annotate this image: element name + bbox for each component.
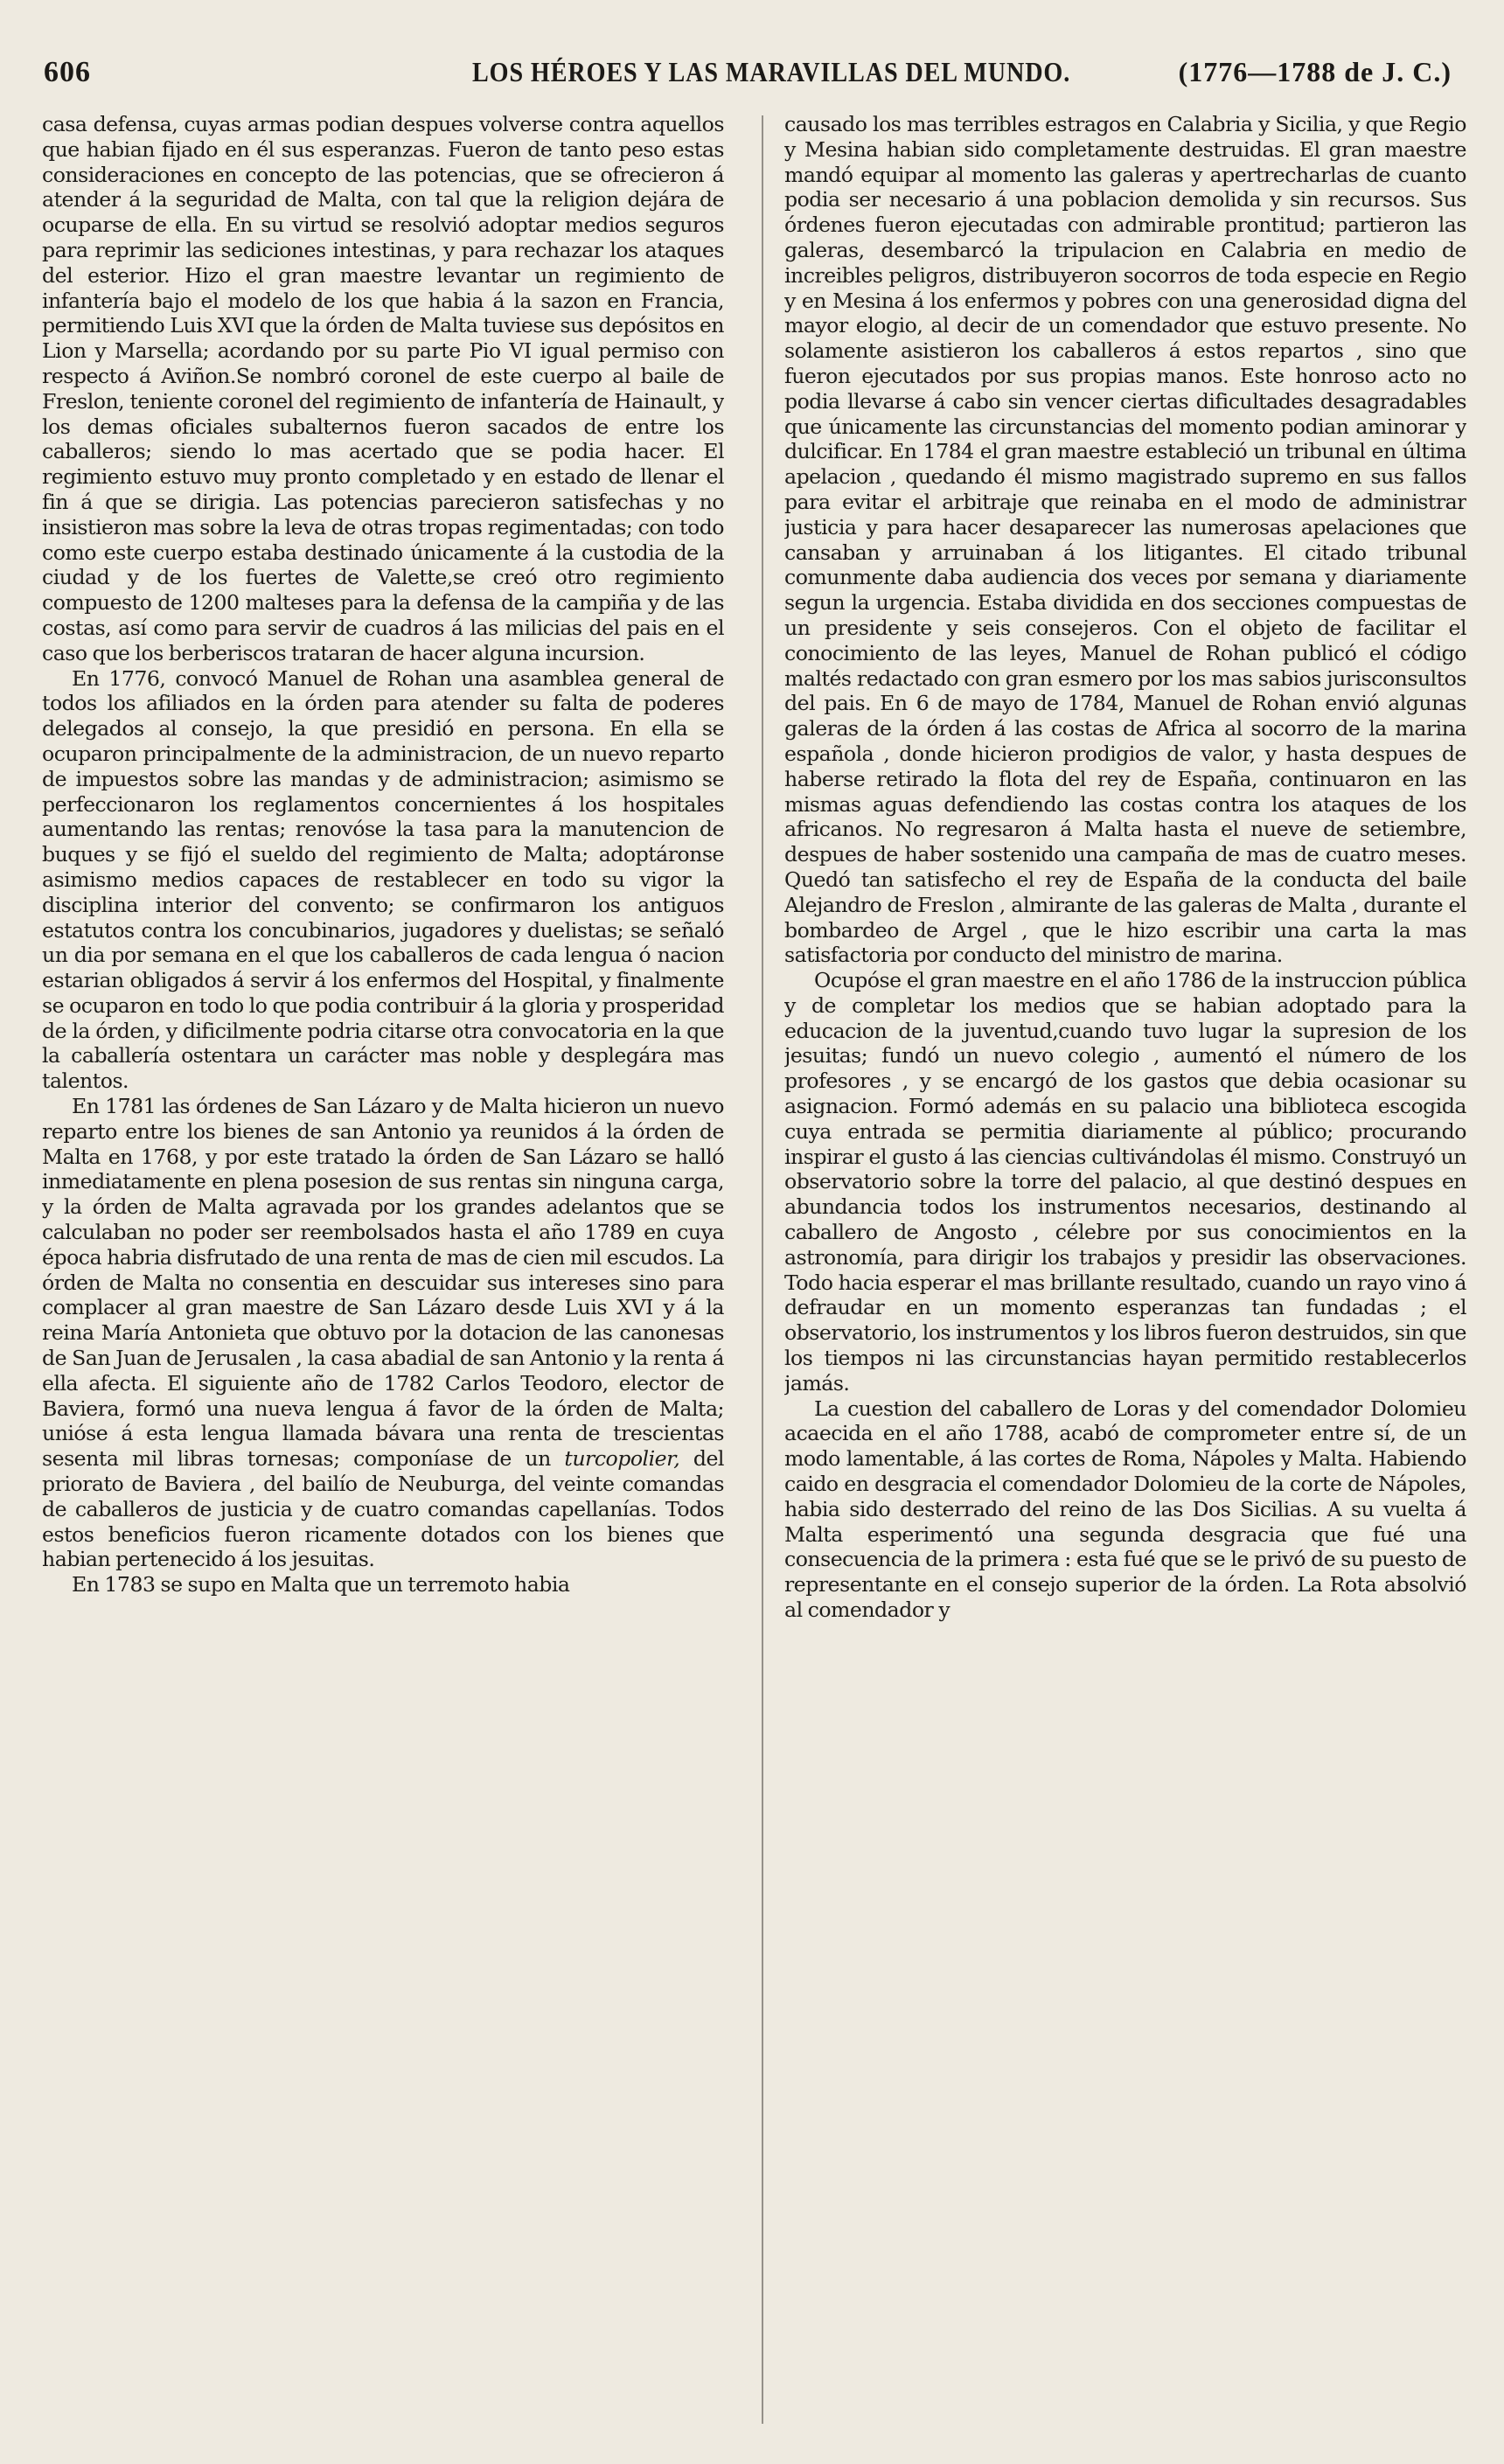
paragraph: casa defensa, cuyas armas podian despues volverse contra aquellos que habian fijado en él sus esperanzas. Fueron de tanto peso estas consideraciones en concepto de las potencias, que se ofrecieron á atender á la seguridad de Malta, con tal que la religion dejára de ocuparse de ella. En su virtud se resolvió adoptar medios seguros para reprimir las sediciones intestinas, y para rechazar los ataques del esterior. Hizo el gran maestre levantar un regimiento de infantería bajo el modelo de los que habia á la sazon en Francia, permitiendo Luis XVI que la órden de Malta tuviese sus depósitos en Lion y Marsella; acordando por su parte Pio VI igual permiso con respecto á Aviñon.Se nombró coronel de este cuerpo al baile de Freslon, teniente coronel del regimiento de infantería de Hainault, y los demas oficiales subalternos fueron sacados de entre los caballeros; siendo lo mas acertado que se podia hacer. El regimiento estuvo muy pronto completado y en estado de llenar el fin á que se dirigia. Las potencias parecieron satisfechas y no insistieron mas sobre la leva de otras tropas regimentadas; con todo como este cuerpo estaba destinado únicamente á la custodia de la ciudad y de los fuertes de Valette,se creó otro regimiento compuesto de 1200 malteses para la defensa de la campiña y de las costas, así como para servir de cuadros á las milicias del pais en el caso que los berberiscos trataran de hacer alguna incursion. <box>42 112 724 665</box>
italic-term: turcopolier, <box>564 1446 680 1472</box>
page-number: 606 <box>44 56 91 88</box>
page-header <box>44 56 1452 108</box>
paragraph: Ocupóse el gran maestre en el año 1786 de la instruccion pública y de completar los medios que se habian adoptado para la educacion de la juventud,cuando tuvo lugar la supresion de los jesuitas; fundó un nuevo colegio , aumentó el número de los profesores , y se encargó de los gastos que debia ocasionar su asignacion. Formó además en su palacio una biblioteca escogida cuya entrada se permitia diariamente al público; procurando inspirar el gusto á las ciencias cultivándolas él mismo. Construyó un observatorio sobre la torre del palacio, al que destinó despues en abundancia todos los instrumentos necesarios, destinando al caballero de Angosto , célebre por sus conocimientos en la astronomía, para dirigir los trabajos y presidir las observaciones. Todo hacia esperar el mas brillante resultado, cuando un rayo vino á defraudar en un momento esperanzas tan fundadas ; el observatorio, los instrumentos y los libros fueron destruidos, sin que los tiempos ni las circunstancias hayan permitido restablecerlos jamás. <box>784 968 1466 1396</box>
column-divider <box>762 115 763 2424</box>
date-range: (1776—1788 de J. C.) <box>1178 56 1452 87</box>
right-column <box>784 112 1466 2438</box>
paragraph: En 1776, convocó Manuel de Rohan una asamblea general de todos los afiliados en la órden para atender su falta de poderes delegados al consejo, la que presidió en persona. En ella se ocuparon principalmente de la administracion, de un nuevo reparto de impuestos sobre las mandas y de administracion; asimismo se perfeccionaron los reglamentos concernientes á los hospitales aumentando las rentas; renovóse la tasa para la manutencion de buques y se fijó el sueldo del regimiento de Malta; adoptáronse asimismo medios capaces de restablecer en todo su vigor la disciplina interior del convento; se confirmaron los antiguos estatutos contra los concubinarios, jugadores y duelistas; se señaló un dia por semana en el que los caballeros de cada lengua ó nacion estarian obligados á servir á los enfermos del Hospital, y finalmente se ocuparon en todo lo que podia contribuir á la gloria y prosperidad de la órden, y dificilmente podria citarse otra convocatoria en la que la caballería ostentara un carácter mas noble y desplegára mas talentos. <box>42 665 724 1094</box>
paragraph-text: En 1781 las órdenes de San Lázaro y de Malta hicieron un nuevo reparto entre los bienes de san Antonio ya reunidos á la órden de Malta en 1768, y por este tratado la órden de San Lázaro se halló inmediatamente en plena posesion de sus rentas sin ninguna carga, y la órden de Malta agravada por los grandes adelantos que se calculaban no poder ser reembolsados hasta el año 1789 en cuya época habria disfrutado de una renta de mas de cien mil escudos. La órden de Malta no consentia en descuidar sus intereses sino para complacer al gran maestre de San Lázaro desde Luis XVI y á la reina María Antonieta que obtuvo por la dotacion de las canonesas de San Juan de Jerusalen , la casa abadial de san Antonio y la renta á ella afecta. El siguiente año de 1782 Carlos Teodoro, elector de Baviera, formó una nueva lengua á favor de la órden de Malta; unióse á esta lengua llamada bávara una renta de trescientas sesenta mil libras tornesas; componíase de un <box>42 1094 724 1472</box>
paragraph-text: del priorato de Baviera , del bailío de Neuburga, del veinte comandas de caballeros de justicia y de cuatro comandas capellanías. Todos estos beneficios fueron ricamente dotados con los bienes que habian pertenecido á los jesuitas. <box>42 1446 724 1572</box>
paragraph: En 1783 se supo en Malta que un terremoto habia <box>72 1572 570 1597</box>
paragraph <box>42 1094 724 1572</box>
paragraph: causado los mas terribles estragos en Calabria y Sicilia, y que Regio y Mesina habian sido completamente destruidas. El gran maestre mandó equipar al momento las galeras y apertrecharlas de cuanto podia ser necesario á una poblacion demolida y sin recursos. Sus órdenes fueron ejecutadas con admirable prontitud; partieron las galeras, desembarcó la tripulacion en Calabria en medio de increibles peligros, distribuyeron socorros de toda especie en Regio y en Mesina á los enfermos y pobres con una generosidad digna del mayor elogio, al decir de un comendador que estuvo presente. No solamente asistieron los caballeros á estos repartos , sino que fueron ejecutados por sus propias manos. Este honroso acto no podia llevarse á cabo sin vencer ciertas dificultades desagradables que únicamente las circunstancias del momento podian aminorar y dulcificar. En 1784 el gran maestre estableció un tribunal en última apelacion , quedando él mismo magistrado supremo en sus fallos para evitar el arbitraje que reinaba en el modo de administrar justicia y para hacer desaparecer las numerosas apelaciones que cansaban y arruinaban á los litigantes. El citado tribunal comunmente daba audiencia dos veces por semana y diariamente segun la urgencia. Estaba dividida en dos secciones compuestas de un presidente y seis consejeros. Con el objeto de facilitar el conocimiento de las leyes, Manuel de Rohan publicó el código maltés redactado con gran esmero por los mas sabios jurisconsultos del pais. En 6 de mayo de 1784, Manuel de Rohan envió algunas galeras de la órden á las costas de Africa al socorro de la marina española , donde hicieron prodigios de valor, y hasta despues de haberse retirado la flota del rey de España, continuaron en las mismas aguas defendiendo las costas contra los ataques de los africanos. No regresaron á Malta hasta el nueve de setiembre, despues de haber sostenido una campaña de mas de cuatro meses. Quedó tan satisfecho el rey de España de la conducta del baile Alejandro de Freslon , almirante de las galeras de Malta , durante el bombardeo de Argel , que le hizo escribir una carta la mas satisfactoria por conducto del ministro de marina. <box>784 112 1466 968</box>
paragraph: La cuestion del caballero de Loras y del comendador Dolomieu acaecida en el año 1788, acabó de comprometer entre sí, de un modo lamentable, á las cortes de Roma, Nápoles y Malta. Habiendo caido en desgracia el comendador Dolomieu de la corte de Nápoles, habia sido desterrado del reino de las Dos Sicilias. A su vuelta á Malta esperimentó una segunda desgracia que fué una consecuencia de la primera : esta fué que se le privó de su puesto de representante en el consejo superior de la órden. La Rota absolvió al comendador y <box>784 1396 1466 1623</box>
left-column <box>42 112 724 2438</box>
running-title: LOS HÉROES Y LAS MARAVILLAS DEL MUNDO. <box>472 56 1071 87</box>
